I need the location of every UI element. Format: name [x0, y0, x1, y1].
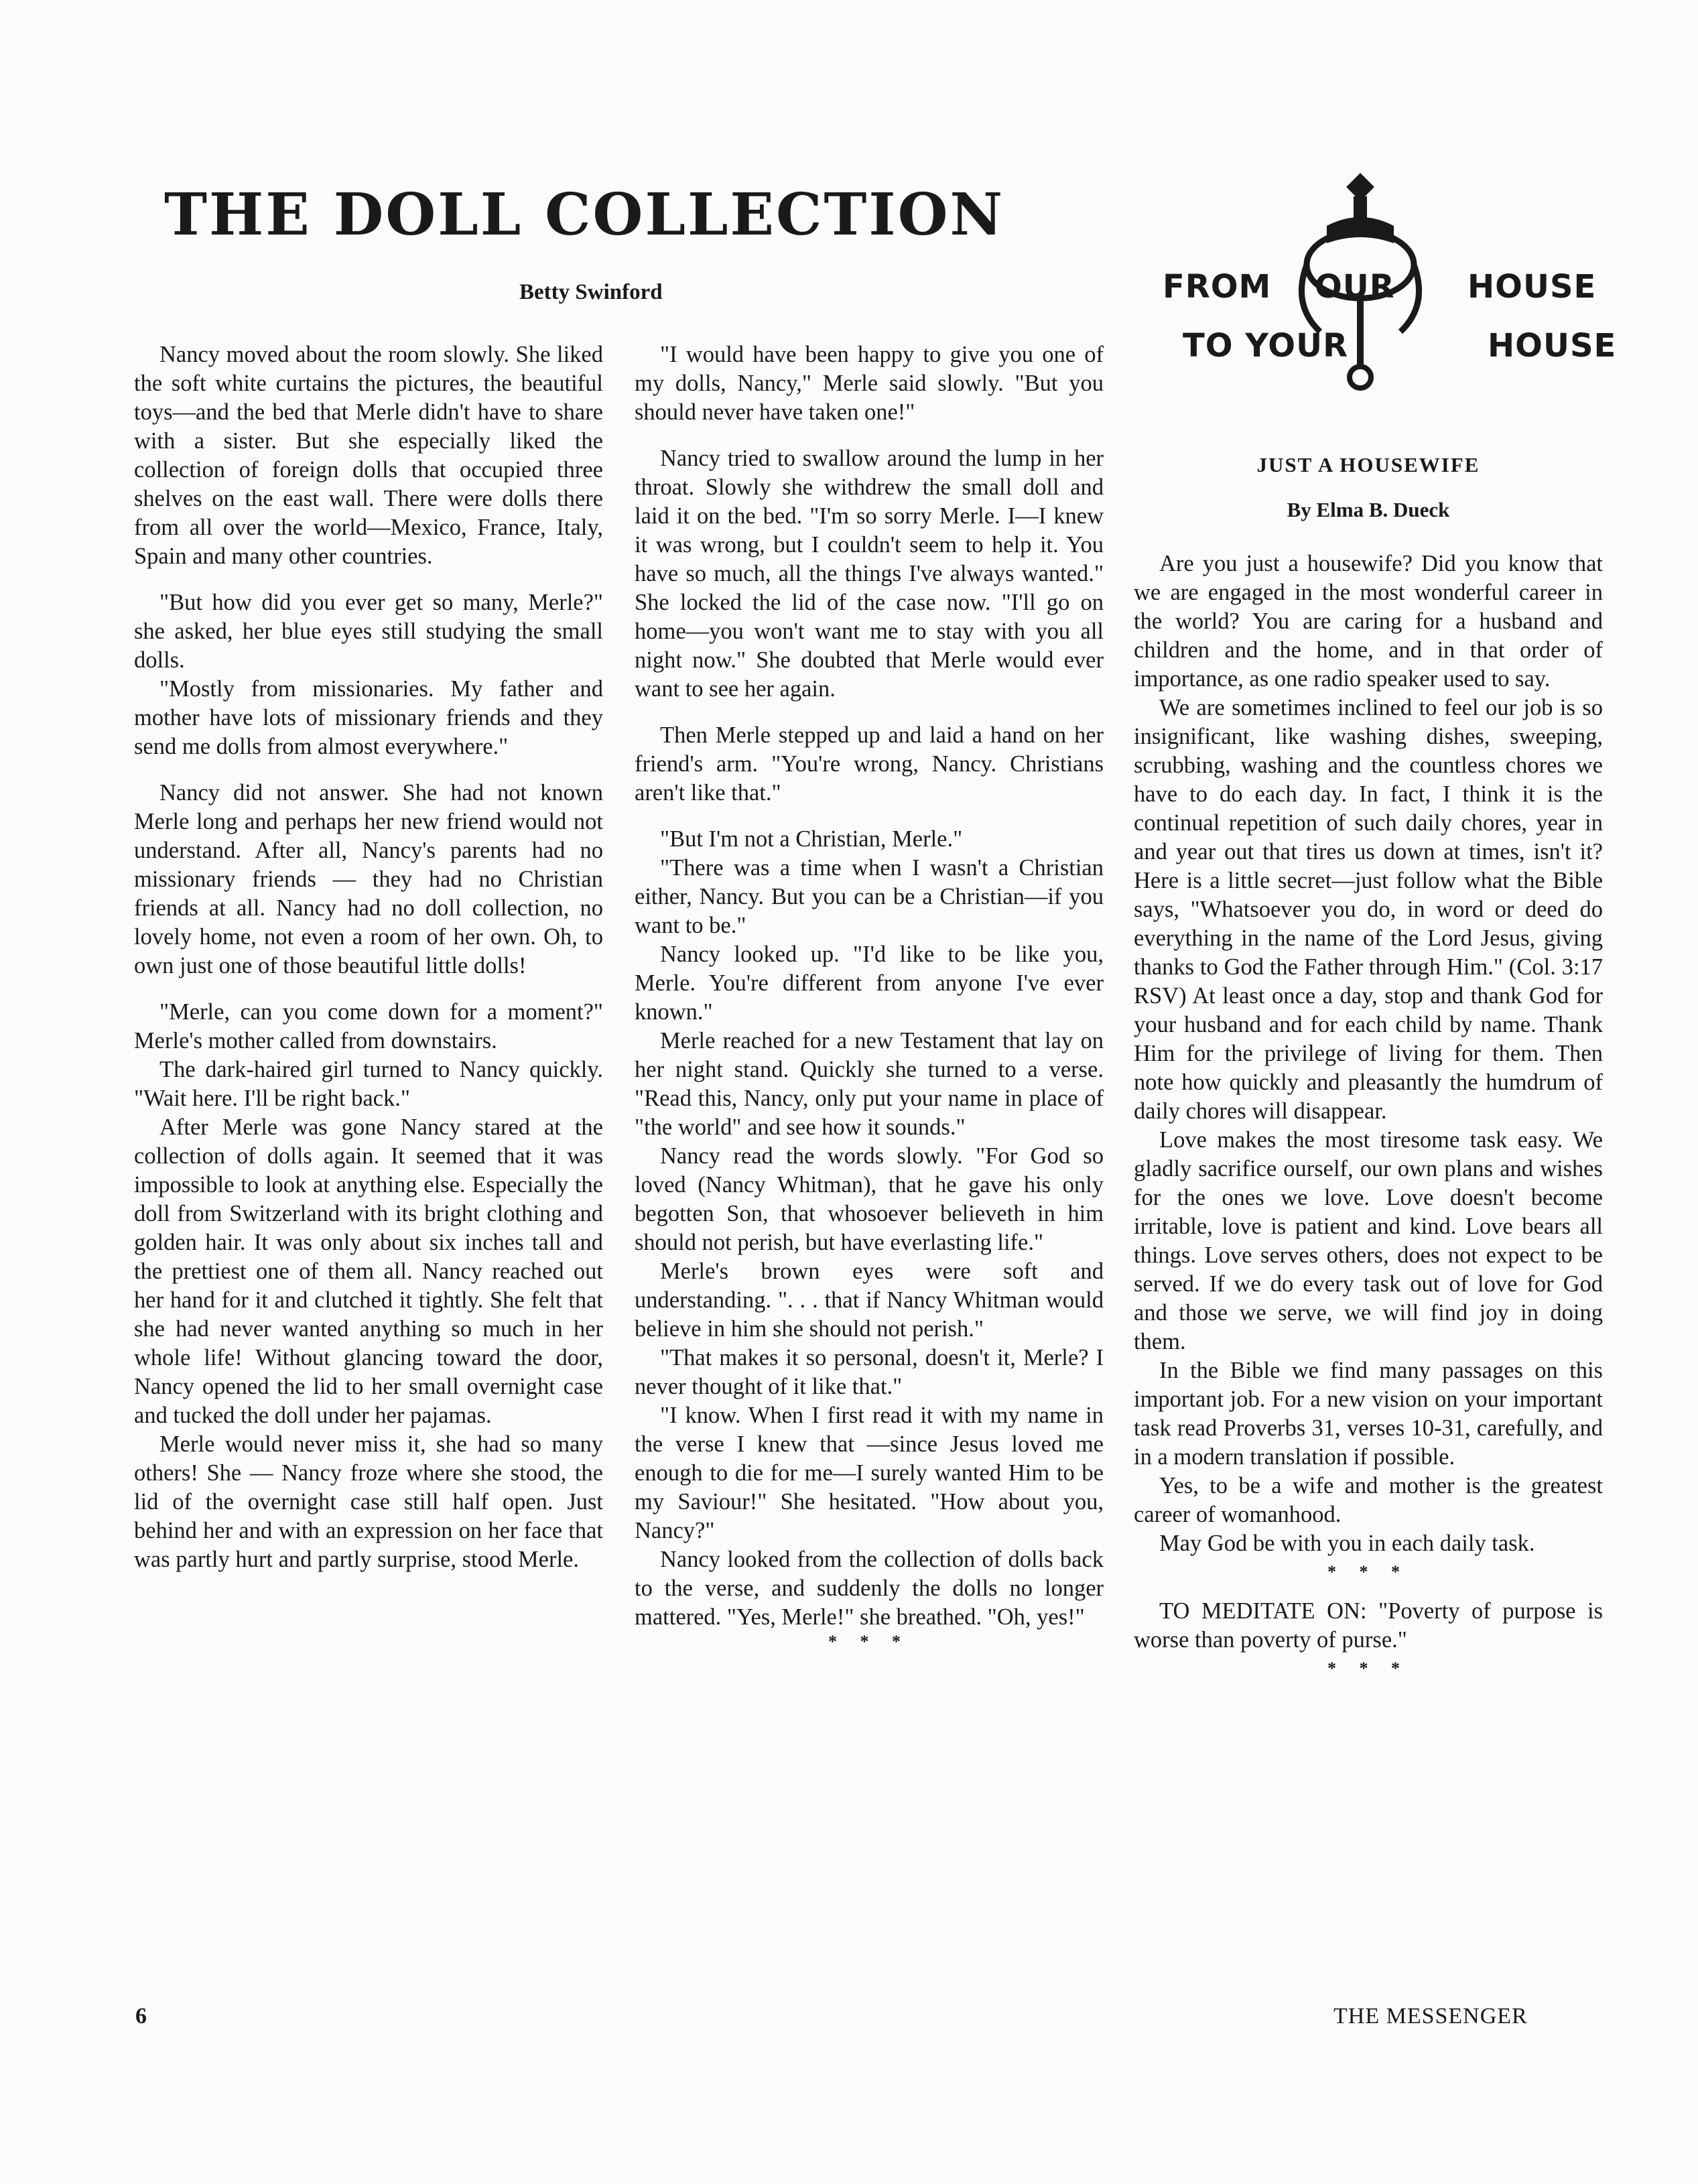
- header-word-from: FROM: [1163, 268, 1272, 306]
- header-line-2: [1183, 327, 1617, 365]
- article-column-2: [635, 340, 1104, 1655]
- paragraph: The dark-haired girl turned to Nancy quickly. "Wait here. I'll be right back.": [134, 1057, 603, 1111]
- paragraph: Then Merle stepped up and laid a hand on her friend's arm. "You're wrong, Nancy. Christians aren't like that.": [635, 722, 1104, 806]
- paragraph: Love makes the most tiresome task easy. We gladly sacrifice ourself, our own plans and wishes for the ones we love. Love doesn't become irritable, love is patient and kind. Love bears all things. Love serves others, does not expect to be served. If we do every task out of love for God and those we serve, we will find joy in doing them.: [1134, 1127, 1603, 1354]
- paragraph: "But I'm not a Christian, Merle.": [660, 826, 963, 852]
- paragraph: Nancy did not answer. She had not known Merle long and perhaps her new friend would not understand. After all, Nancy's parents had no missionary friends — they had no Christian friends at all. Nancy had no doll collection, no lovely home, not even a room of her own. Oh, to own just one of those beautiful little dolls!: [134, 780, 603, 978]
- paragraph: Yes, to be a wife and mother is the greatest career of womanhood.: [1134, 1473, 1603, 1527]
- column-header: [1163, 164, 1617, 412]
- article-title: THE DOLL COLLECTION: [164, 181, 1005, 249]
- paragraph: "But how did you ever get so many, Merle?" she asked, her blue eyes still studying the small dolls.: [134, 590, 603, 673]
- paragraph: "There was a time when I wasn't a Christian either, Nancy. But you can be a Christian—if you want to be.": [635, 855, 1104, 938]
- paragraph: Are you just a housewife? Did you know that we are engaged in the most wonderful career in the world? You are caring for a husband and children and the home, and in that order of importance, as one radio speaker used to say.: [1134, 551, 1603, 692]
- column-body: [1134, 550, 1603, 1693]
- paragraph: "I know. When I first read it with my name in the verse I knew that —since Jesus loved me enough to die for me—I surely wanted Him to be my Saviour!" She hesitated. "How about you, Nancy?": [635, 1403, 1104, 1543]
- column-byline: By Elma B. Dueck: [1287, 498, 1450, 521]
- paragraph: "That makes it so personal, doesn't it, Merle? I never thought of it like that.": [635, 1345, 1104, 1399]
- end-mark: * * *: [1327, 1659, 1409, 1678]
- header-word-house-2: HOUSE: [1488, 327, 1617, 365]
- paragraph: "Merle, can you come down for a moment?" Merle's mother called from downstairs.: [134, 999, 603, 1053]
- paragraph: Merle would never miss it, she had so many others! She — Nancy froze where she stood, the lid of the overnight case still half open. Just behind her and with an expression on her face that was partly hurt and partly surprise, stood Merle.: [134, 1431, 603, 1572]
- article-column-1: [134, 340, 603, 1574]
- article-byline: Betty Swinford: [519, 280, 663, 304]
- paragraph: Merle reached for a new Testament that lay on her night stand. Quickly she turned to a verse. "Read this, Nancy, only put your name in place of "the world" and see how it sounds.": [635, 1028, 1104, 1140]
- paragraph: Nancy read the words slowly. "For God so loved (Nancy Whitman), that he gave his only begotten Son, that whosoever believeth in him should not perish, but have everlasting life.": [635, 1143, 1104, 1255]
- paragraph: Nancy tried to swallow around the lump in her throat. Slowly she withdrew the small doll and laid it on the bed. "I'm so sorry Merle. I—I knew it was wrong, but I couldn't seem to help it. You have so much, all the things I've always wanted." She locked the lid of the case now. "I'll go on home—you won't want me to stay with you all night now." She doubted that Merle would ever want to see her again.: [635, 446, 1104, 702]
- paragraph: "I would have been happy to give you one of my dolls, Nancy," Merle said slowly. "But you should never have taken one!": [635, 342, 1104, 425]
- meditation-note: TO MEDITATE ON: "Poverty of purpose is worse than poverty of purse.": [1134, 1598, 1603, 1653]
- paragraph: After Merle was gone Nancy stared at the collection of dolls again. It seemed that it was impossible to look at anything else. Especially the doll from Switzerland with its bright clothing and golden hair. It was only about six inches tall and the prettiest one of them all. Nancy reached out her hand for it and clutched it tightly. She felt that she had never wanted anything so much in her whole life! Without glancing toward the door, Nancy opened the lid to her small overnight case and tucked the doll under her pajamas.: [134, 1114, 603, 1428]
- header-line-1: [1163, 268, 1597, 306]
- end-mark: * * *: [828, 1632, 910, 1651]
- paragraph: May God be with you in each daily task.: [1159, 1531, 1535, 1556]
- header-word-house: HOUSE: [1467, 268, 1597, 306]
- header-word-our: OUR: [1315, 268, 1395, 306]
- paragraph: Nancy looked from the collection of dolls back to the verse, and suddenly the dolls no longer mattered. "Yes, Merle!" she breathed. "Oh, yes!": [635, 1547, 1104, 1630]
- page-number: 6: [135, 2004, 147, 2029]
- column-title: JUST A HOUSEWIFE: [1256, 453, 1480, 476]
- paragraph: Nancy looked up. "I'd like to be like you, Merle. You're different from anyone I've ever known.": [635, 942, 1104, 1025]
- paragraph: Nancy moved about the room slowly. She liked the soft white curtains the pictures, the beautiful toys—and the bed that Merle didn't have to share with a sister. But she especially liked the collection of foreign dolls that occupied three shelves on the east wall. There were dolls there from all over the world—Mexico, France, Italy, Spain and many other countries.: [134, 342, 603, 569]
- magazine-name: THE MESSENGER: [1333, 2004, 1528, 2029]
- section-divider: * * *: [1327, 1562, 1409, 1582]
- paragraph: We are sometimes inclined to feel our job is so insignificant, like washing dishes, sweeping, scrubbing, washing and the countless chores we have to do each day. In fact, I think it is the continual repetition of such daily chores, year in and year out that tires us down at times, isn't it? Here is a little secret—just follow what the Bible says, "Whatsoever you do, in word or deed do everything in the name of the Lord Jesus, giving thanks to God the Father through Him." (Col. 3:17 RSV) At least once a day, stop and thank God for your husband and for each child by name. Thank Him for the privilege of living for them. Then note how quickly and pleasantly the humdrum of daily chores will disappear.: [1134, 695, 1603, 1124]
- header-words-to-your: TO YOUR: [1183, 327, 1349, 365]
- paragraph: In the Bible we find many passages on this important job. For a new vision on your important task read Proverbs 31, verses 10-31, carefully, and in a modern translation if possible.: [1134, 1358, 1603, 1470]
- paragraph: "Mostly from missionaries. My father and mother have lots of missionary friends and they send me dolls from almost everywhere.": [134, 676, 603, 759]
- paragraph: Merle's brown eyes were soft and understanding. ". . . that if Nancy Whitman would believe in him she should not perish.": [635, 1259, 1104, 1342]
